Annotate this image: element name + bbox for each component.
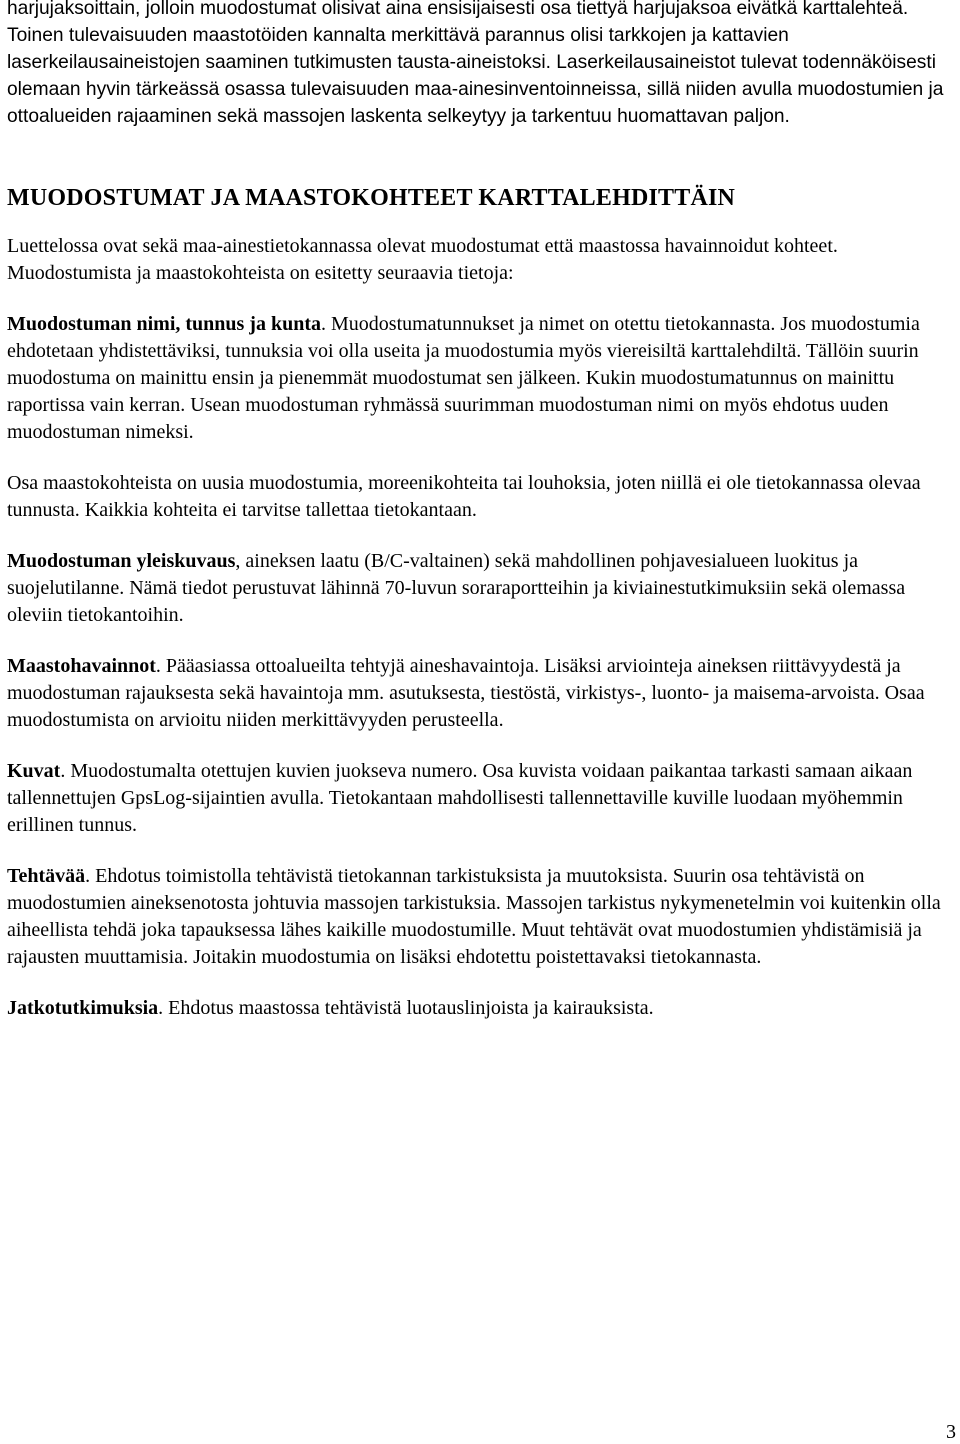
paragraph-maastokohteet (7, 470, 953, 524)
intro-paragraph: harjujaksoittain, jolloin muodostumat olisivat aina ensisijaisesti osa tiettyä harjujaksoa eivätkä karttalehteä. Toinen tulevaisuuden maastotöiden kannalta merkittävä parannus olisi tarkkojen ja kattavien laserkeilausaineistojen saaminen tutkimusten tausta-aineistoksi. Laserkeilausaineistot tulevat todennäköisesti olemaan hyvin tärkeässä osassa tulevaisuuden maa-ainesinventoinneissa, sillä niiden avulla muodostumien ja ottoalueiden rajaaminen sekä massojen laskenta selkeytyy ja tarkentuu huomattavan paljon. (7, 0, 944, 127)
paragraph-lead: Muodostuman nimi, tunnus ja kunta (7, 313, 321, 335)
document-page (7, 0, 953, 1022)
paragraph-text: . Ehdotus maastossa tehtävistä luotauslinjoista ja kairauksista. (158, 997, 654, 1019)
paragraph-text: . Pääasiassa ottoalueilta tehtyjä aineshavaintoja. Lisäksi arviointeja aineksen riittävyydestä ja muodostuman rajauksesta sekä havaintoja mm. asutuksesta, tiestöstä, virkistys-, luonto- ja maisema-arvoista. Osaa muodostumista on arvioitu niiden merkittävyyden perusteella. (7, 655, 925, 731)
paragraph-kuvat (7, 758, 953, 839)
page-number: 3 (946, 1421, 956, 1443)
paragraph-jatkotutkimuksia (7, 995, 953, 1022)
section-heading: MUODOSTUMAT JA MAASTOKOHTEET KARTTALEHDITTÄIN (7, 185, 736, 211)
paragraph-text: Osa maastokohteista on uusia muodostumia, moreenikohteita tai louhoksia, joten niillä ei ole tietokannassa olevaa tunnusta. Kaikkia kohteita ei tarvitse tallettaa tietokantaan. (7, 472, 921, 521)
paragraph-list-intro (7, 233, 953, 287)
paragraph-maastohavainnot (7, 653, 953, 734)
paragraph-text: , aineksen laatu (B/C-valtainen) sekä mahdollinen pohjavesialueen luokitus ja suojelutilanne. Nämä tiedot perustuvat lähinnä 70-luvun soraraportteihin ja kiviainestutkimuksiin sekä olemassa oleviin tietokantoihin. (7, 550, 906, 626)
paragraph-lead: Maastohavainnot (7, 655, 156, 677)
paragraph-yleiskuvaus (7, 548, 953, 629)
paragraph-text: . Muodostumatunnukset ja nimet on otettu tietokannasta. Jos muodostumia ehdotetaan yhdistettäviksi, tunnuksia voi olla useita ja muodostumia myös viereisiltä karttalehdiltä. Tällöin suurin muodostuma on mainittu ensin ja pienemmät muodostumat sen jälkeen. Kukin muodostumatunnus on mainittu raportissa vain kerran. Usean muodostuman ryhmässä suurimman muodostuman nimi on myös ehdotus uuden muodostuman nimeksi. (7, 313, 920, 443)
paragraph-lead: Jatkotutkimuksia (7, 997, 159, 1019)
paragraph-text: . Ehdotus toimistolla tehtävistä tietokannan tarkistuksista ja muutoksista. Suurin osa tehtävistä on muodostumien aineksenotosta johtuvia massojen tarkistuksia. Massojen tarkistus nykymenetelmin voi kuitenkin olla aiheellista tehdä joka tapauksessa lähes kaikille muodostumille. Muut tehtävät ovat muodostumien yhdistämisiä ja rajausten muuttamisia. Joitakin muodostumia on lisäksi ehdotettu poistettavaksi tietokannasta. (7, 865, 941, 968)
paragraph-text: . Muodostumalta otettujen kuvien juokseva numero. Osa kuvista voidaan paikantaa tarkasti samaan aikaan tallennettujen GpsLog-sijaintien avulla. Tietokantaan mahdollisesti tallennettaville kuville luodaan myöhemmin erillinen tunnus. (7, 760, 913, 836)
paragraph-lead: Tehtävää (7, 865, 86, 887)
paragraph-text: Luettelossa ovat sekä maa-ainestietokannassa olevat muodostumat että maastossa havainnoidut kohteet. Muodostumista ja maastokohteista on esitetty seuraavia tietoja: (7, 235, 838, 284)
paragraph-muodostuman-nimi (7, 311, 953, 446)
paragraph-lead: Muodostuman yleiskuvaus (7, 550, 236, 572)
paragraph-lead: Kuvat (7, 760, 61, 782)
paragraph-tehtavaa (7, 863, 953, 971)
